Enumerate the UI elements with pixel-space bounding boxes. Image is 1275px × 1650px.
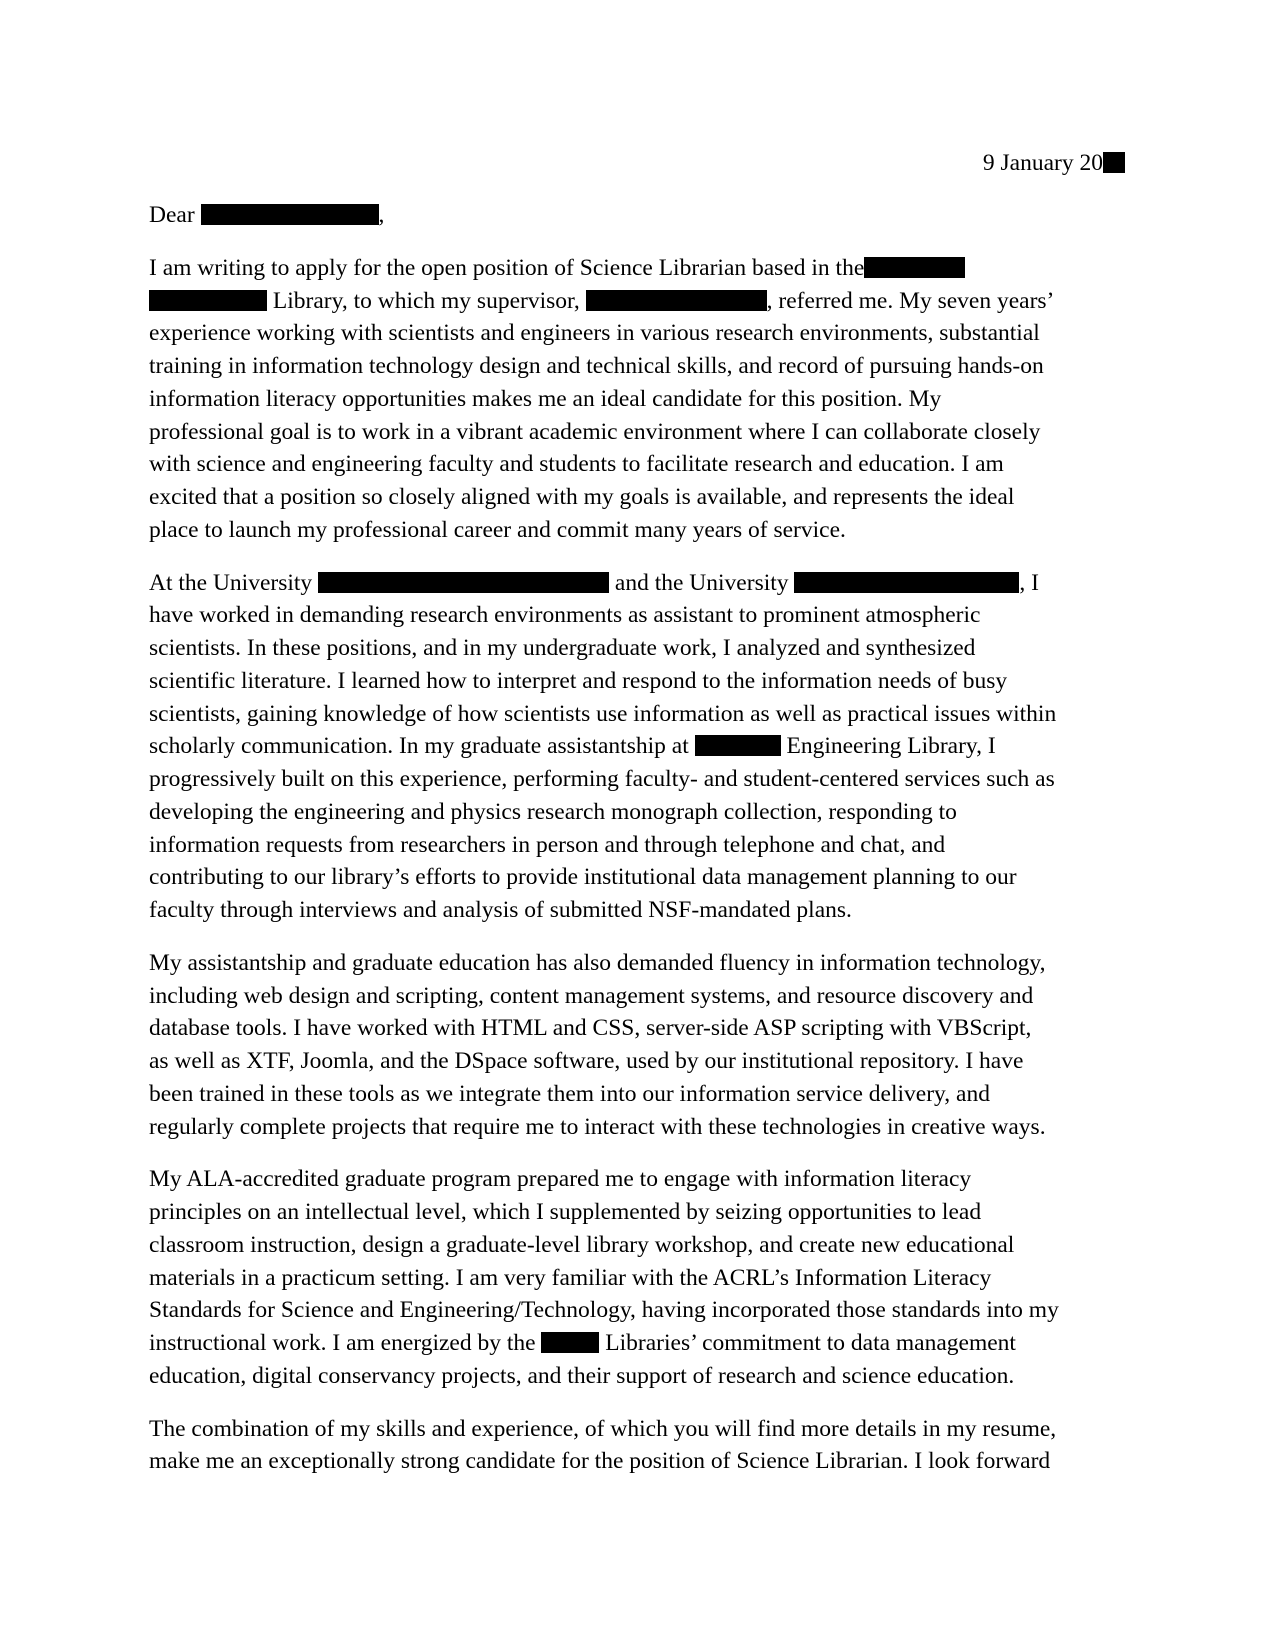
text-segment: been trained in these tools as we integrate them into our information service delivery, and [149, 1080, 990, 1107]
text-line [149, 252, 1139, 285]
text-segment: The combination of my skills and experience, of which you will find more details in my resume, [149, 1415, 1057, 1442]
date-text: 9 January 20 [982, 150, 1103, 176]
text-segment: excited that a position so closely aligned with my goals is available, and represents the ideal [149, 484, 1015, 510]
text-line [149, 1445, 1139, 1478]
text-segment: materials in a practicum setting. I am very familiar with the ACRL’s Information Literacy [149, 1264, 992, 1291]
salutation-comma: , [378, 202, 385, 228]
text-segment: Libraries’ commitment to data management [599, 1330, 1016, 1356]
text-line [149, 632, 1139, 665]
text-line [149, 1163, 1139, 1196]
text-segment: Standards for Science and Engineering/Technology, having incorporated those standards into my [149, 1297, 1059, 1324]
text-line [149, 947, 1139, 980]
redaction-box [318, 572, 609, 593]
paragraph [149, 947, 1139, 1144]
salutation-text: Dear [149, 202, 195, 228]
text-line [149, 599, 1139, 632]
text-line [149, 1360, 1139, 1393]
text-segment: developing the engineering and physics research monograph collection, responding to [149, 798, 957, 825]
text-segment: and the University [609, 569, 795, 596]
text-segment: with science and engineering faculty and students to facilitate research and education. I am [149, 451, 1004, 478]
text-line [149, 894, 1139, 927]
text-segment: have worked in demanding research environments as assistant to prominent atmospheric [149, 602, 981, 629]
text-segment: as well as XTF, Joomla, and the DSpace software, used by our institutional repository. I have [149, 1048, 1024, 1074]
paragraph [149, 1413, 1139, 1479]
text-segment: professional goal is to work in a vibrant academic environment where I can collaborate closely [149, 418, 1041, 445]
text-line [149, 448, 1139, 481]
text-line [149, 861, 1139, 894]
text-segment: information requests from researchers in person and through telephone and chat, and [149, 831, 946, 858]
text-segment: information literacy opportunities makes me an ideal candidate for this position. My [149, 385, 942, 412]
redaction-box [1103, 152, 1125, 173]
text-line [149, 567, 1139, 600]
text-segment: , referred me. My seven years’ [766, 287, 1055, 314]
text-line [149, 763, 1139, 796]
redaction-box [794, 572, 1019, 593]
text-line [149, 514, 1139, 547]
redaction-box [864, 257, 965, 278]
text-line [149, 1078, 1139, 1111]
text-line [149, 1327, 1139, 1360]
text-segment: make me an exceptionally strong candidate for the position of Science Librarian. I look forward [149, 1448, 1051, 1475]
paragraph [149, 252, 1139, 547]
text-line [149, 1413, 1139, 1446]
text-segment: At the University [149, 569, 319, 596]
text-segment: scientists, gaining knowledge of how scientists use information as well as practical issues within [149, 700, 1057, 727]
letter-date [983, 147, 1125, 179]
text-line [149, 1045, 1139, 1078]
text-segment: classroom instruction, design a graduate-level library workshop, and create new educational [149, 1231, 1015, 1258]
text-segment: principles on an intellectual level, which I supplemented by seizing opportunities to lead [149, 1199, 982, 1225]
text-segment: faculty through interviews and analysis of submitted NSF-mandated plans. [149, 897, 852, 923]
text-line [149, 829, 1139, 862]
text-segment: Library, to which my supervisor, [267, 287, 586, 314]
text-segment: contributing to our library’s efforts to provide institutional data management planning to our [149, 864, 1017, 891]
text-segment: database tools. I have worked with HTML and CSS, server-side ASP scripting with VBScript, [149, 1015, 1032, 1042]
text-segment: training in information technology design and technical skills, and record of pursuing hands-on [149, 353, 1044, 379]
text-line [149, 1012, 1139, 1045]
text-segment: I am writing to apply for the open position of Science Librarian based in the [149, 254, 865, 281]
text-line [149, 481, 1139, 514]
salutation [149, 199, 1139, 232]
text-segment: My assistantship and graduate education has also demanded fluency in information technology, [149, 949, 1046, 976]
paragraph [149, 567, 1139, 927]
text-segment: scientific literature. I learned how to interpret and respond to the information needs of busy [149, 667, 1008, 694]
redaction-box [541, 1332, 599, 1353]
text-line [149, 796, 1139, 829]
text-line [149, 1111, 1139, 1144]
redaction-box [149, 290, 267, 311]
text-line [149, 1294, 1139, 1327]
text-line [149, 698, 1139, 731]
redaction-box [201, 204, 379, 225]
text-line [149, 285, 1139, 318]
text-segment: education, digital conservancy projects, and their support of research and science education. [149, 1362, 1015, 1389]
letter-body [149, 199, 1139, 1498]
text-line [149, 383, 1139, 416]
paragraph [149, 1163, 1139, 1392]
text-segment: scholarly communication. In my graduate assistantship at [149, 733, 695, 760]
text-segment: experience working with scientists and engineers in various research environments, substantial [149, 320, 1040, 347]
text-line [149, 1229, 1139, 1262]
text-line [149, 350, 1139, 383]
text-segment: place to launch my professional career and commit many years of service. [149, 516, 846, 543]
text-segment: regularly complete projects that require me to interact with these technologies in creative ways. [149, 1113, 1046, 1140]
text-line [149, 730, 1139, 763]
redaction-box [695, 735, 781, 756]
text-line [149, 416, 1139, 449]
text-line [149, 1196, 1139, 1229]
text-segment: including web design and scripting, content management systems, and resource discovery and [149, 982, 1034, 1009]
text-segment: My ALA-accredited graduate program prepared me to engage with information literacy [149, 1166, 972, 1193]
text-segment: , I [1019, 569, 1039, 596]
text-segment: instructional work. I am energized by the [149, 1330, 542, 1356]
redaction-box [586, 290, 767, 311]
letter-paragraphs [149, 252, 1139, 1478]
text-line [149, 317, 1139, 350]
text-line [149, 1262, 1139, 1295]
text-line [149, 665, 1139, 698]
text-line [149, 980, 1139, 1013]
text-segment: progressively built on this experience, performing faculty- and student-centered services such as [149, 766, 1055, 792]
text-segment: Engineering Library, I [780, 733, 996, 760]
text-segment: scientists. In these positions, and in my undergraduate work, I analyzed and synthesized [149, 635, 976, 661]
